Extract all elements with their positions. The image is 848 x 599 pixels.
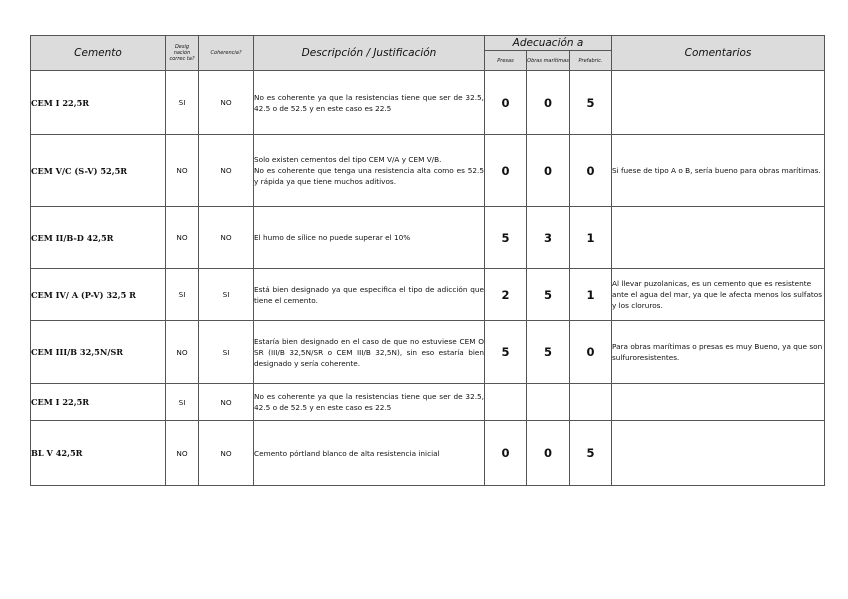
designacion-cell: NO [166, 207, 199, 269]
header-row [31, 36, 825, 51]
obras-cell: 3 [527, 207, 570, 269]
comentarios-cell [612, 384, 825, 421]
descripcion-cell [254, 71, 485, 135]
cemento-cell: CEM V/C (S-V) 52,5R [31, 135, 166, 207]
cemento-cell: CEM II/B-D 42,5R [31, 207, 166, 269]
cement-table [30, 35, 825, 486]
prefabric-cell [570, 384, 612, 421]
comentarios-cell: Si fuese de tipo A o B, sería bueno para obras marítimas. [612, 135, 825, 207]
comentarios-cell [612, 421, 825, 486]
table-row [31, 384, 825, 421]
cemento-cell: CEM I 22,5R [31, 71, 166, 135]
prefabric-cell: 5 [570, 421, 612, 486]
presas-cell: 5 [485, 207, 527, 269]
descripcion-line: Está bien designado ya que especifica el tipo de adicción que tiene el cemento. [254, 284, 484, 305]
designacion-cell: NO [166, 321, 199, 384]
coherencia-cell: SI [199, 269, 254, 321]
comentarios-cell: Al llevar puzolanicas, es un cemento que es resistente ante el agua del mar, ya que le afecta menos los sulfatos y los cloruros. [612, 269, 825, 321]
header-obras: Obras marítimas [527, 51, 570, 71]
presas-cell: 5 [485, 321, 527, 384]
obras-cell: 0 [527, 135, 570, 207]
header-descripcion: Descripción / Justificación [254, 36, 485, 71]
presas-cell: 0 [485, 135, 527, 207]
descripcion-cell [254, 384, 485, 421]
table-row [31, 71, 825, 135]
obras-cell: 0 [527, 421, 570, 486]
table-row [31, 135, 825, 207]
descripcion-line: Solo existen cementos del tipo CEM V/A y CEM V/B. [254, 155, 442, 164]
descripcion-cell [254, 269, 485, 321]
obras-cell: 0 [527, 71, 570, 135]
coherencia-cell: NO [199, 421, 254, 486]
presas-cell: 0 [485, 71, 527, 135]
header-coherencia: Coherencia? [199, 36, 254, 71]
cemento-cell: BL V 42,5R [31, 421, 166, 486]
descripcion-cell [254, 135, 485, 207]
descripcion-line: No es coherente ya que la resistencias tiene que ser de 32.5, 42.5 o de 52.5 y en este caso es 22.5 [254, 392, 484, 412]
coherencia-cell: NO [199, 384, 254, 421]
header-adecuacion: Adecuación a [485, 36, 612, 51]
descripcion-line: El humo de sílice no puede superar el 10% [254, 233, 411, 242]
header-comentarios: Comentarios [612, 36, 825, 71]
comentarios-cell [612, 71, 825, 135]
table-row [31, 269, 825, 321]
obras-cell [527, 384, 570, 421]
cemento-cell: CEM IV/ A (P-V) 32,5 R [31, 269, 166, 321]
cemento-cell: CEM III/B 32,5N/SR [31, 321, 166, 384]
coherencia-cell: NO [199, 135, 254, 207]
descripcion-line: Estaría bien designado en el caso de que no estuviese CEM O SR (III/B 32,5N/SR o CEM III/B 32,5N), sin eso estaría bien designado y sería coherente. [254, 336, 484, 368]
prefabric-cell: 1 [570, 269, 612, 321]
descripcion-line: No es coherente ya que la resistencias tiene que ser de 32.5, 42.5 o de 52.5 y en este caso es 22.5 [254, 92, 484, 113]
coherencia-cell: SI [199, 321, 254, 384]
descripcion-line: Cemento pórtland blanco de alta resistencia inicial [254, 448, 440, 458]
table-body [31, 71, 825, 486]
presas-cell: 0 [485, 421, 527, 486]
header-prefabric: Prefabric. [570, 51, 612, 71]
table-row [31, 421, 825, 486]
obras-cell: 5 [527, 269, 570, 321]
coherencia-cell: NO [199, 71, 254, 135]
designacion-cell: SI [166, 384, 199, 421]
descripcion-line: No es coherente que tenga una resistencia alta como es 52.5 y rápida ya que tiene muchos aditivos. [254, 166, 484, 186]
table-row [31, 321, 825, 384]
descripcion-cell [254, 321, 485, 384]
designacion-cell: SI [166, 269, 199, 321]
comentarios-cell: Para obras marítimas o presas es muy Bueno, ya que son sulfuroresistentes. [612, 321, 825, 384]
coherencia-cell: NO [199, 207, 254, 269]
prefabric-cell: 1 [570, 207, 612, 269]
prefabric-cell: 0 [570, 321, 612, 384]
designacion-cell: SI [166, 71, 199, 135]
obras-cell: 5 [527, 321, 570, 384]
header-cemento: Cemento [31, 36, 166, 71]
presas-cell [485, 384, 527, 421]
descripcion-cell [254, 421, 485, 486]
designacion-cell: NO [166, 135, 199, 207]
descripcion-cell [254, 207, 485, 269]
comentarios-cell [612, 207, 825, 269]
header-designacion: Desig nación correc ta? [166, 36, 199, 71]
cemento-cell: CEM I 22,5R [31, 384, 166, 421]
prefabric-cell: 5 [570, 71, 612, 135]
header-presas: Presas [485, 51, 527, 71]
table-row [31, 207, 825, 269]
presas-cell: 2 [485, 269, 527, 321]
prefabric-cell: 0 [570, 135, 612, 207]
designacion-cell: NO [166, 421, 199, 486]
